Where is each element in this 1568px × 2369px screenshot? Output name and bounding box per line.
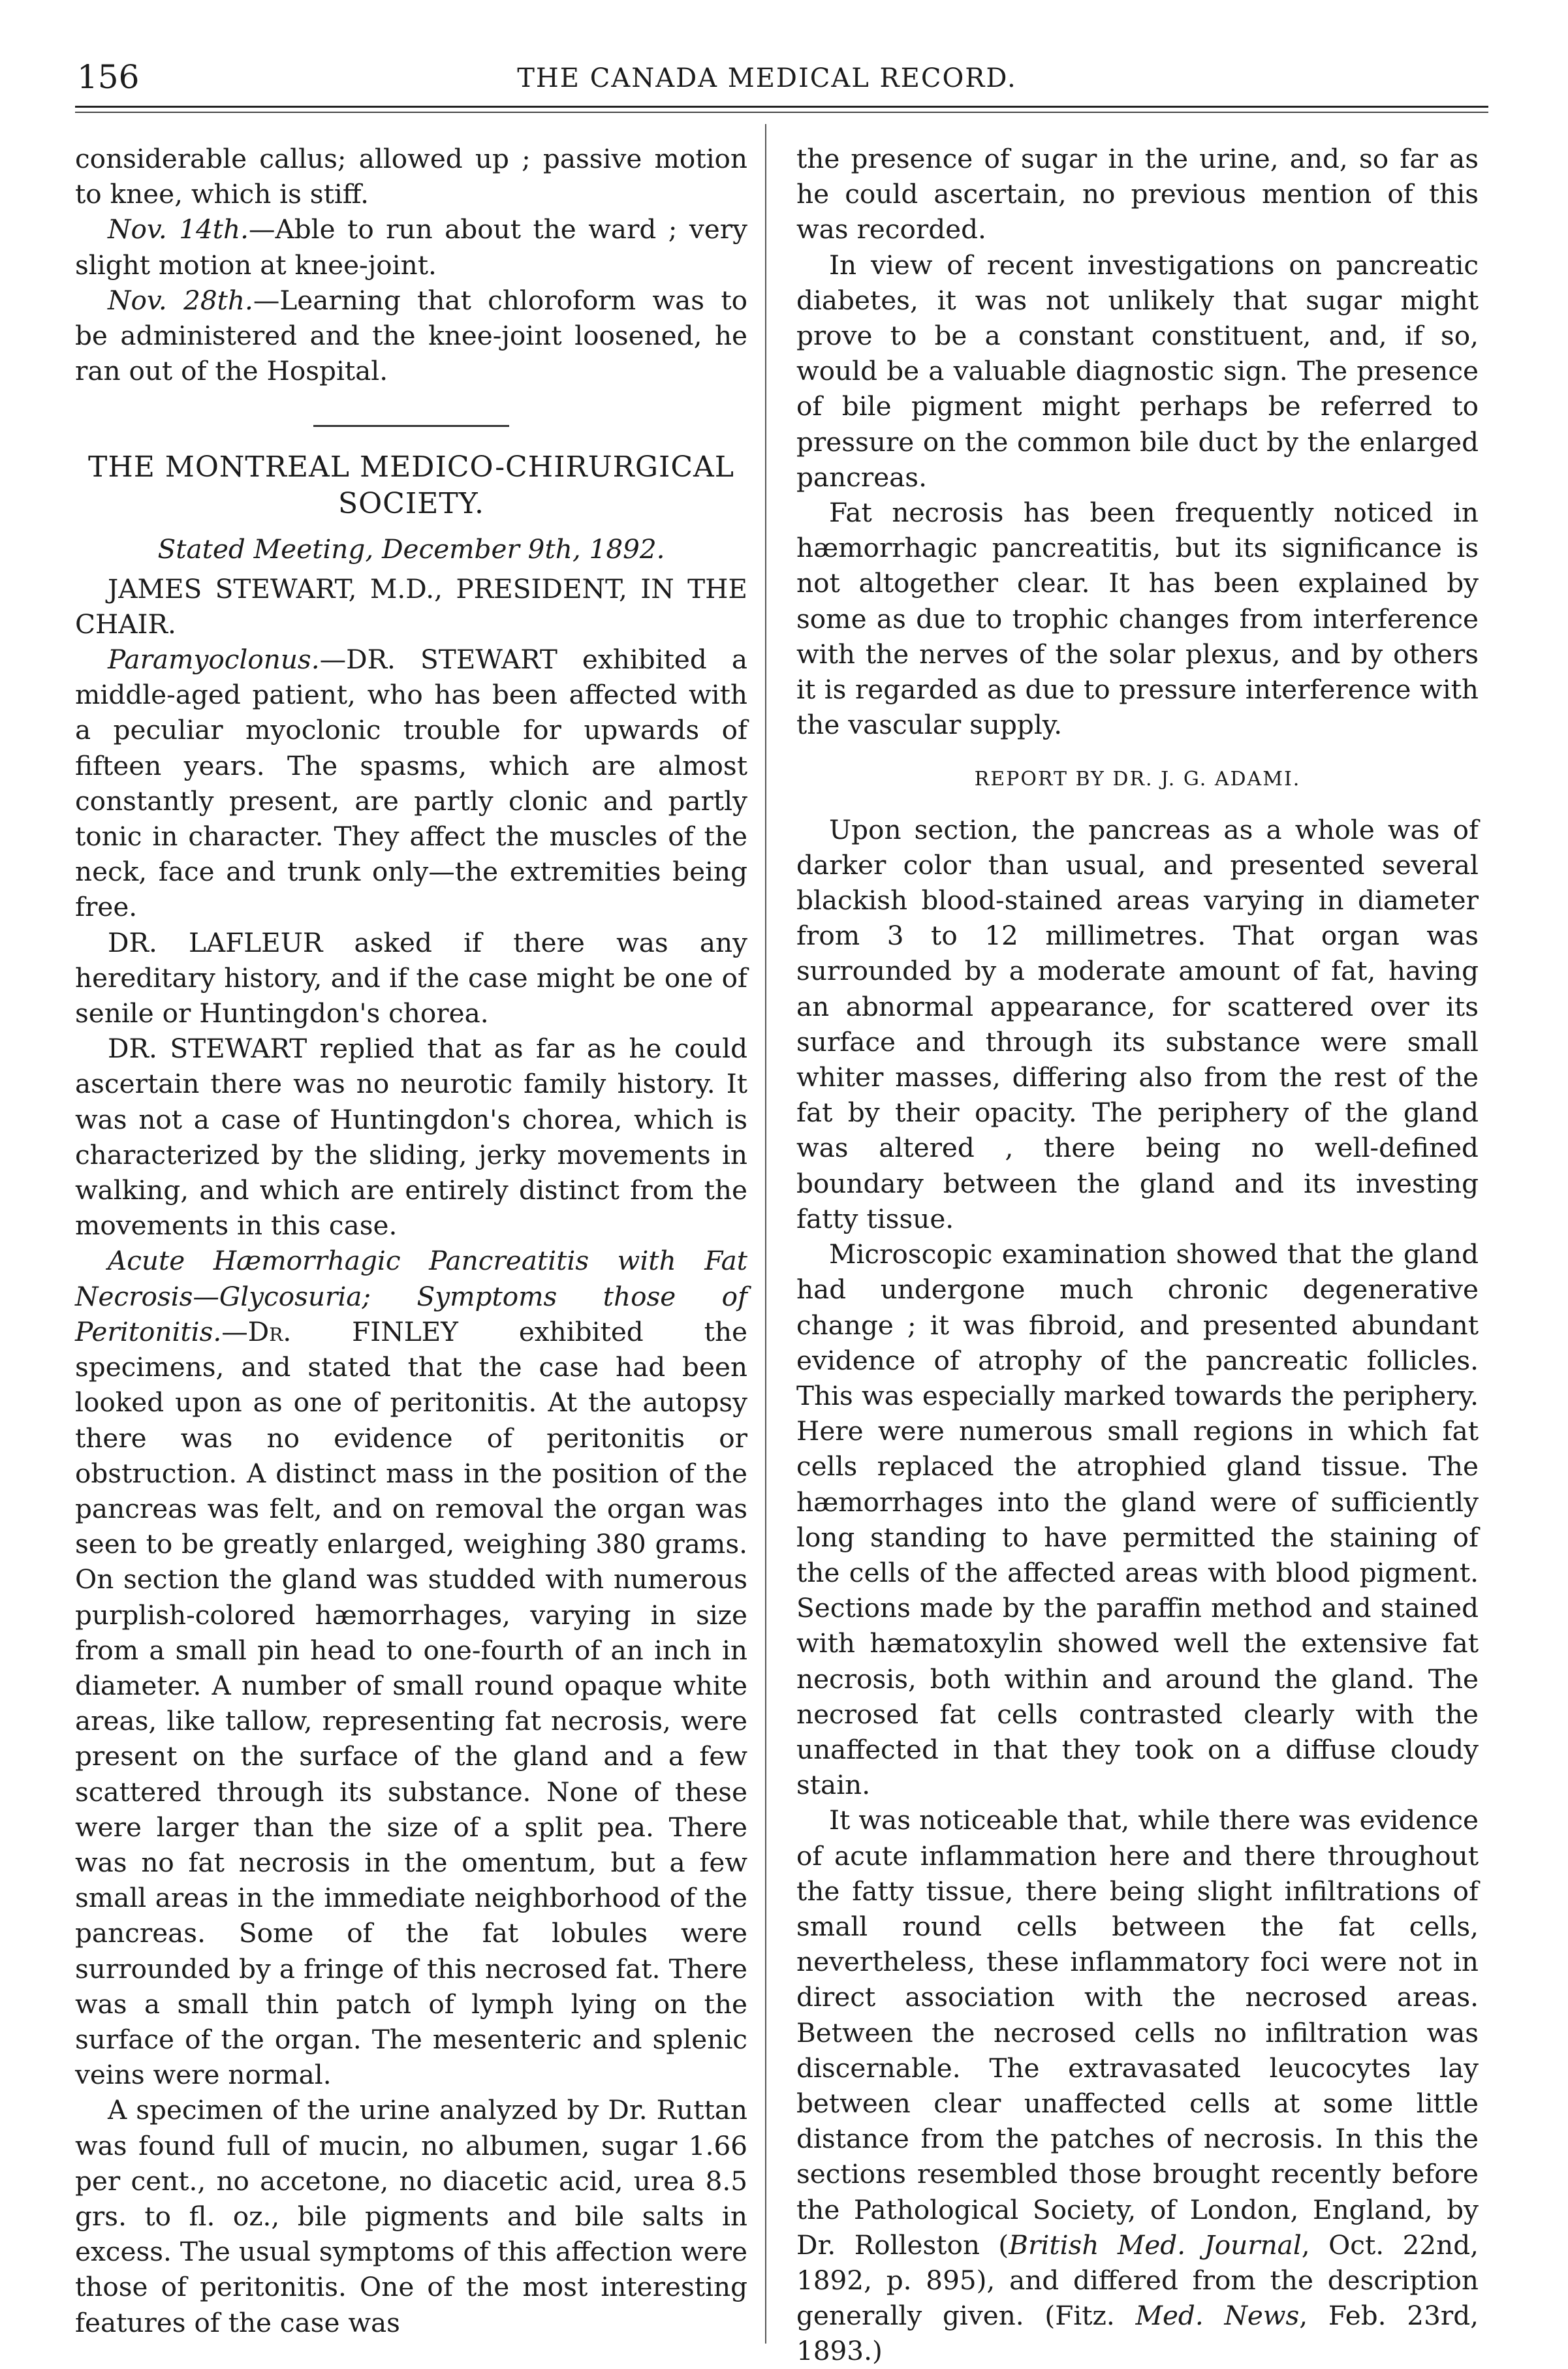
- speaker: —Dr. FINLEY: [221, 1315, 458, 1347]
- paragraph: Microscopic examination showed that the gland had undergone much chronic degenerative change ; it was fibroid, and presented abundant evidence of atrophy of the pancreatic follicles. This was especially marked towards the periphery. Here were numerous small regions in which fat cells replaced the atrophied gland tissue. The hæmorrhages into the gland were of sufficiently long standing to have permitted the staining of the cells of the affected areas with blood pigment. Sections made by the paraffin method and stained with hæmatoxylin showed well the extensive fat necrosis, both within and around the gland. The necrosed fat cells contrasted clearly with the unaffected in that they took on a diffuse cloudy stain.: [796, 1238, 1479, 1801]
- speaker: DR. LAFLEUR: [108, 926, 323, 958]
- paragraph: Fat necrosis has been frequently noticed in hæmorrhagic pancreatitis, but its significance is not altogether clear. It has been explained by some as due to trophic changes from interference with the nerves of the solar plexus, and by others it is regarded as due to pressure interference with the vascular supply.: [796, 497, 1479, 741]
- paragraph: Upon section, the pancreas as a whole was of darker color than usual, and presented several blackish blood-stained areas varying in diameter from 3 to 12 millimetres. That organ was surrounded by a moderate amount of fat, having an abnormal appearance, for scattered over its surface and through its substance were small whiter masses, differing also from the rest of the fat by their opacity. The periphery of the gland was altered , there being no well-defined boundary between the gland and its investing fatty tissue.: [796, 813, 1479, 1234]
- paragraph: Acute Hæmorrhagic Pancreatitis with Fat Necrosis—Glycosuria; Symptoms those of Peritonitis.—Dr. FINLEY exhibited the specimens, and stated that the case had been looked upon as one of peritonitis. At the autopsy there was no evidence of peritonitis or obstruction. A distinct mass in the position of the pancreas was felt, and on removal the organ was seen to be greatly enlarged, weighing 380 grams. On section the gland was studded with numerous purplish-colored hæmorrhages, varying in size from a small pin head to one-fourth of an inch in diameter. A number of small round opaque white areas, like tallow, representing fat necrosis, were present on the surface of the gland and a few scattered through its substance. None of these were larger than the size of a split pea. There was no fat necrosis in the omentum, but a few small areas in the immediate neighborhood of the pancreas. Some of the fat lobules were surrounded by a fringe of this necrosed fat. There was a small thin patch of lymph lying on the surface of the organ. The mesenteric and splenic veins were normal.: [75, 1245, 747, 2091]
- case-title: Paramyoclonus.: [108, 644, 320, 676]
- right-column: [796, 141, 1479, 2369]
- journal-name: Med. News: [1135, 2300, 1300, 2332]
- president-line: JAMES STEWART, M.D., PRESIDENT, IN THE CHAIR.: [75, 573, 747, 640]
- paragraph: DR. STEWART replied that as far as he could ascertain there was no neurotic family history. It was not a case of Huntingdon's chorea, which is characterized by the sliding, jerky movements in walking, and which are entirely distinct from the movements in this case.: [75, 1033, 748, 1242]
- case-title: Acute Hæmorrhagic Pancreatitis with Fat Necrosis—Glycosuria; Symptoms those of Peritonitis.: [75, 1245, 747, 1347]
- page-header: [46, 57, 1488, 103]
- speaker: DR. STEWART: [108, 1033, 307, 1065]
- paragraph: the presence of sugar in the urine, and, so far as he could ascertain, no previous mention of this was recorded.: [796, 143, 1479, 245]
- entry-date: Nov. 28th.: [108, 284, 253, 316]
- page-number: 156: [77, 58, 140, 96]
- paragraph: In view of recent investigations on pancreatic diabetes, it was not unlikely that sugar might prove to be a constant constituent, and, if so, would be a valuable diagnostic sign. The presence of bile pigment might perhaps be referred to pressure on the common bile duct by the enlarged pancreas.: [796, 249, 1479, 493]
- journal-name: British Med. Journal: [1009, 2229, 1302, 2261]
- paragraph: Paramyoclonus.—DR. STEWART exhibited a middle-aged patient, who has been affected with a peculiar myoclonic trouble for upwards of fifteen years. The spasms, which are almost constantly present, are partly clonic and partly tonic in character. They affect the muscles of the neck, face and trunk only—the extremities being free.: [75, 644, 747, 923]
- paragraph: Nov. 28th.—Learning that chloroform was to be administered and the knee-joint loosened, he ran out of the Hospital.: [75, 284, 747, 387]
- entry-date: Nov. 14th.: [108, 213, 249, 245]
- section-rule: [313, 425, 509, 427]
- paragraph: A specimen of the urine analyzed by Dr. Ruttan was found full of mucin, no albumen, sugar 1.66 per cent., no accetone, no diacetic acid, urea 8.5 grs. to fl. oz., bile pigments and bile salts in excess. The usual symptoms of this affection were those of peritonitis. One of the most interesting features of the case was: [75, 2094, 747, 2338]
- header-rule: [75, 106, 1488, 113]
- report-heading: REPORT BY DR. J. G. ADAMI.: [974, 768, 1301, 791]
- column-divider: [765, 124, 766, 2344]
- society-title: THE MONTREAL MEDICO-CHIRURGICAL SOCIETY.: [87, 450, 735, 521]
- running-title: THE CANADA MEDICAL RECORD.: [517, 63, 1017, 93]
- speaker: —DR. STEWART: [319, 644, 557, 676]
- paragraph: considerable callus; allowed up ; passive motion to knee, which is stiff.: [75, 143, 747, 210]
- paragraph: DR. LAFLEUR asked if there was any hereditary history, and if the case might be one of senile or Huntingdon's chorea.: [75, 926, 747, 1029]
- left-column: [75, 141, 747, 2340]
- paragraph: Nov. 14th.—Able to run about the ward ; very slight motion at knee-joint.: [75, 213, 747, 281]
- paragraph: It was noticeable that, while there was evidence of acute inflammation here and there throughout the fatty tissue, there being slight infiltrations of small round cells between the fat cells, nevertheless, these inflammatory foci were not in direct association with the necrosed areas. Between the necrosed cells no infiltration was discernable. The extravasated leucocytes lay between clear unaffected cells at some little distance from the patches of necrosis. In this the sections resembled those brought recently before the Pathological Society, of London, England, by Dr. Rolleston (British Med. Journal, Oct. 22nd, 1892, p. 895), and differed from the description generally given. (Fitz. Med. News, Feb. 23rd, 1893.): [796, 1804, 1479, 2367]
- meeting-line: Stated Meeting, December 9th, 1892.: [157, 533, 665, 565]
